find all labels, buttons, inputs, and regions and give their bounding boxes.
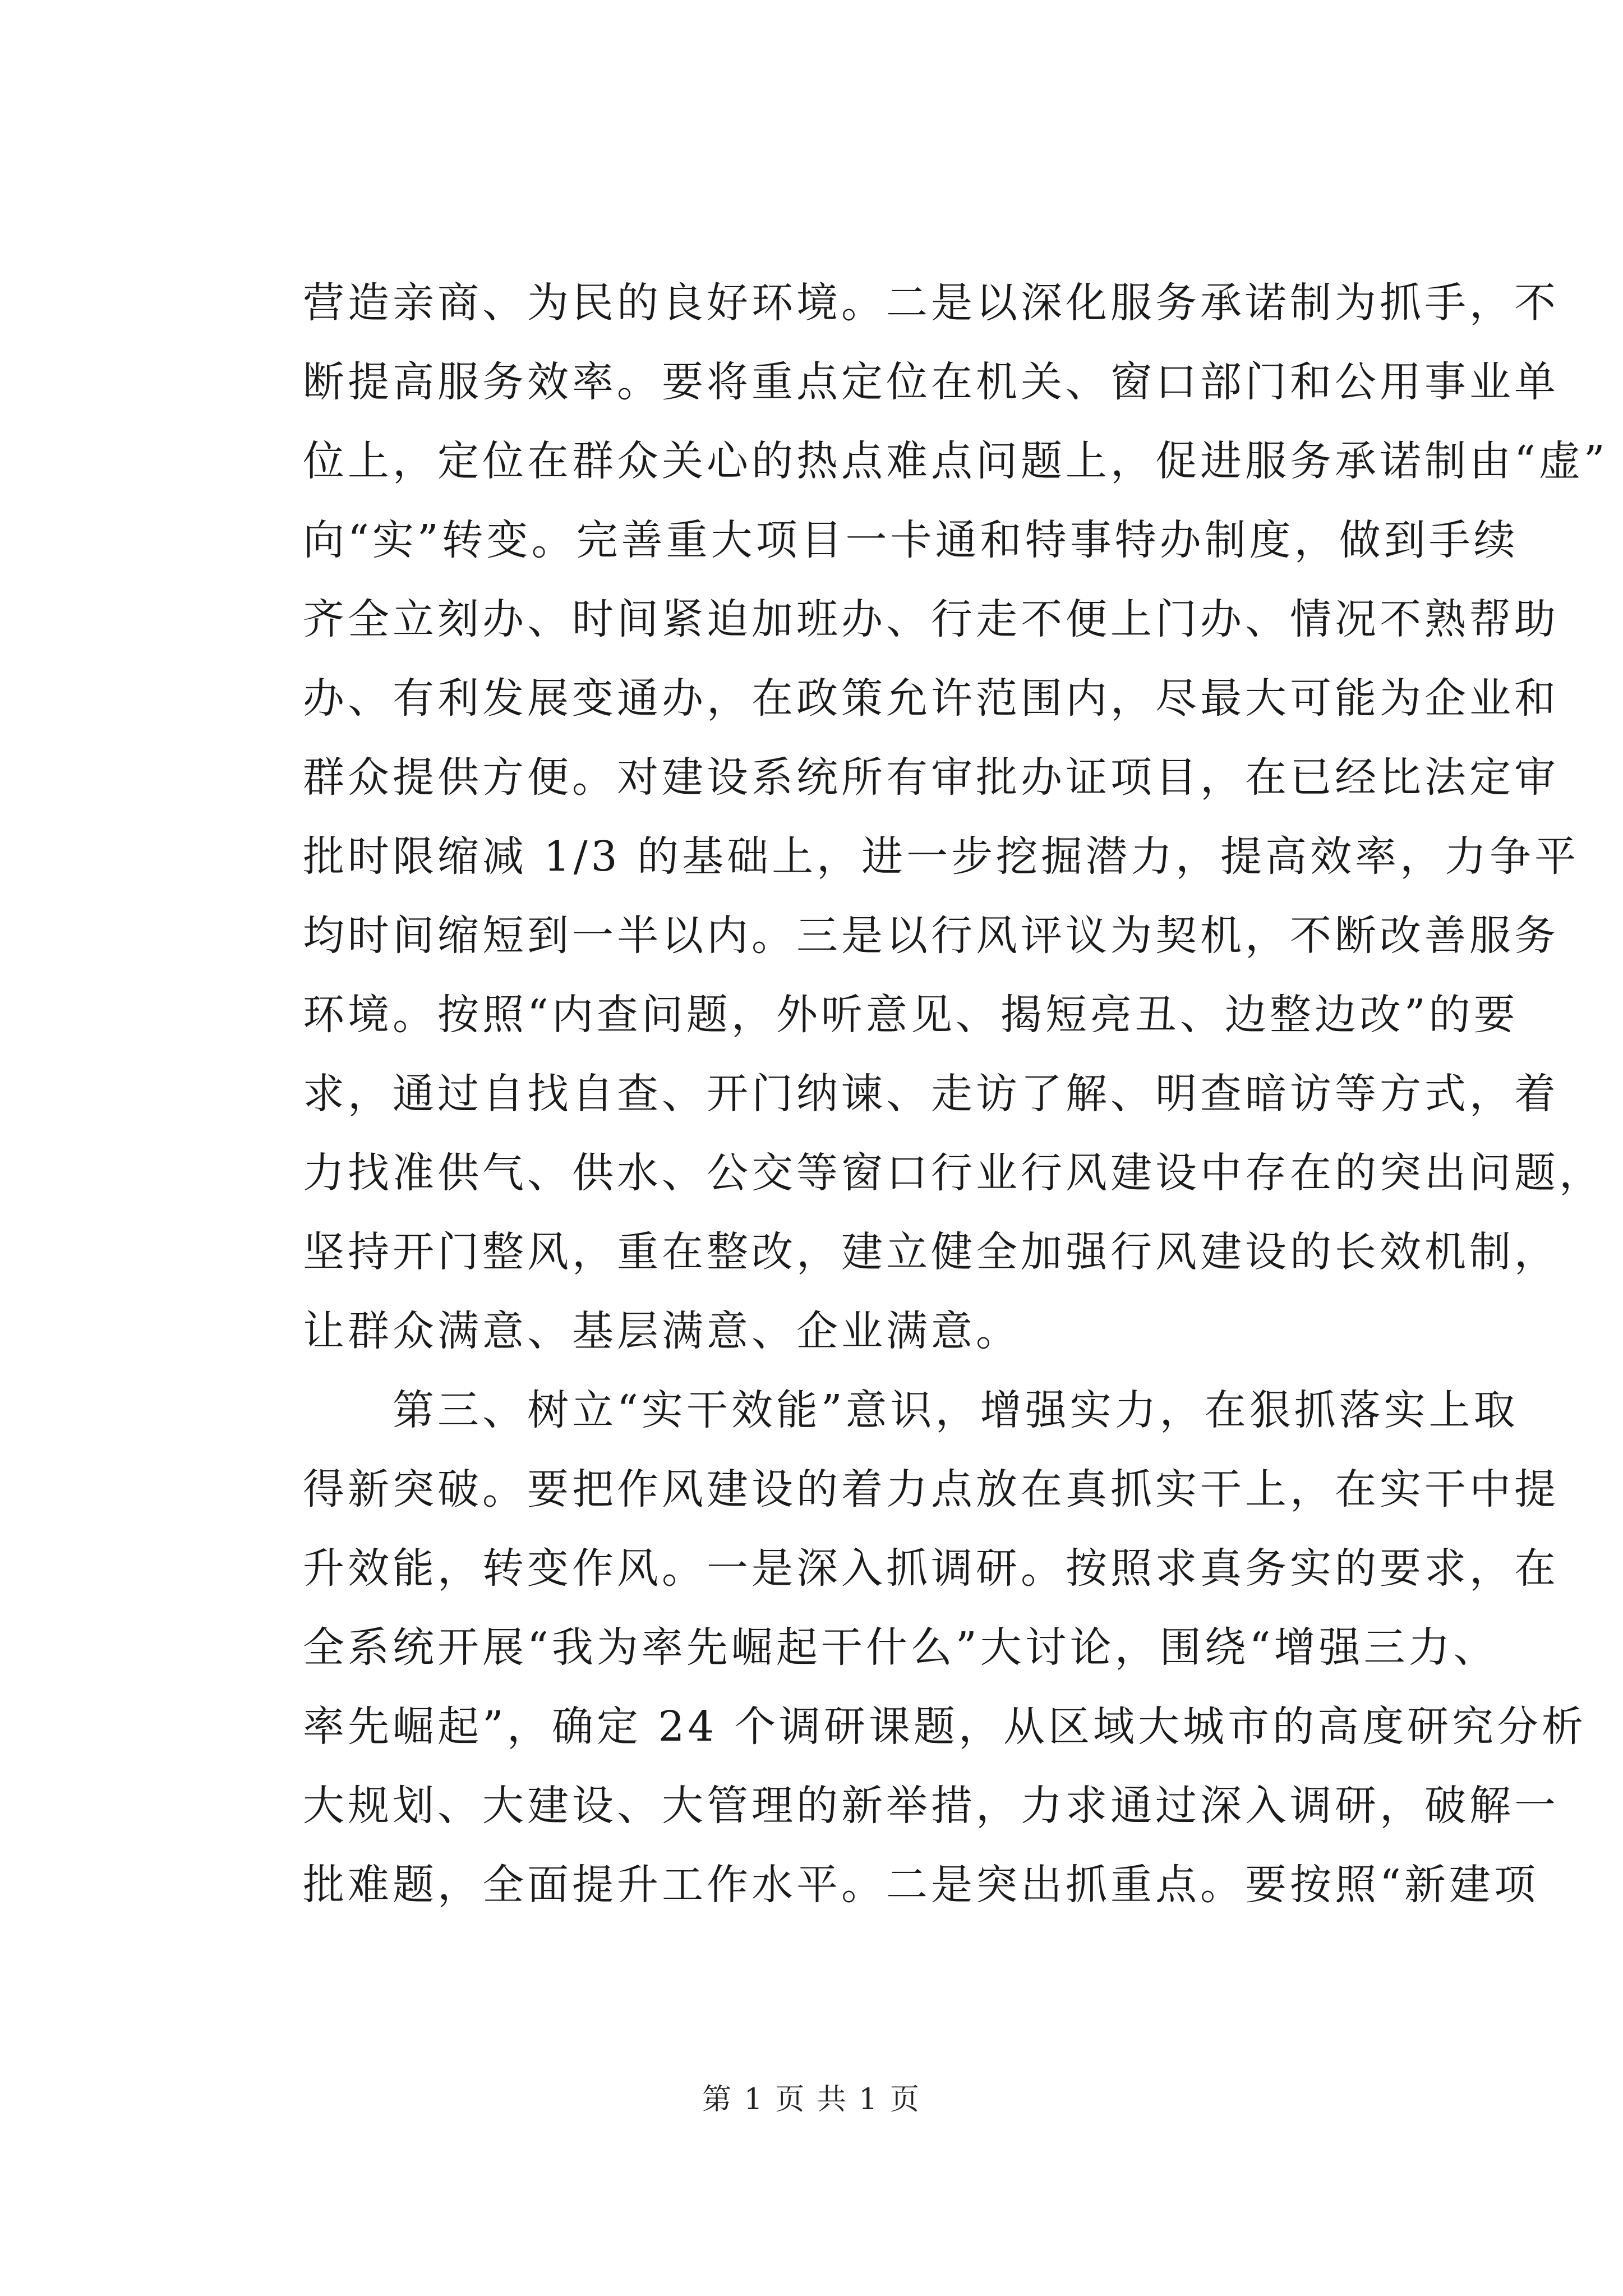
text-line: 得新突破。要把作风建设的着力点放在真抓实干上，在实干中提 [303, 1465, 1559, 1513]
text-line: 大规划、大建设、大管理的新举措，力求通过深入调研，破解一 [303, 1782, 1559, 1830]
text-line: 向“实”转变。完善重大项目一卡通和特事特办制度，做到手续 [303, 516, 1519, 564]
text-line: 批难题，全面提升工作水平。二是突出抓重点。要按照“新建项 [303, 1861, 1539, 1909]
text-line: 力找准供气、供水、公交等窗口行业行风建设中存在的突出问题， [303, 1149, 1604, 1197]
text-line: 批时限缩减 1/3 的基础上，进一步挖掘潜力，提高效率，力争平 [303, 832, 1580, 881]
page-number-footer: 第 1 页 共 1 页 [702, 2083, 921, 2116]
text-line: 断提高服务效率。要将重点定位在机关、窗口部门和公用事业单 [303, 358, 1559, 406]
text-line: 营造亲商、为民的良好环境。二是以深化服务承诺制为抓手，不 [303, 279, 1559, 327]
text-line: 第三、树立“实干效能”意识，增强实力，在狠抓落实上取 [303, 1386, 1519, 1434]
text-line: 升效能，转变作风。一是深入抓调研。按照求真务实的要求，在 [303, 1544, 1559, 1593]
text-line: 群众提供方便。对建设系统所有审批办证项目，在已经比法定审 [303, 753, 1559, 802]
text-line: 均时间缩短到一半以内。三是以行风评议为契机，不断改善服务 [303, 912, 1559, 960]
text-line: 位上，定位在群众关心的热点难点问题上，促进服务承诺制由“虚” [303, 437, 1608, 485]
text-line: 让群众满意、基层满意、企业满意。 [303, 1307, 1021, 1355]
body-text [303, 264, 1608, 1925]
text-line: 环境。按照“内查问题，外听意见、揭短亮丑、边整边改”的要 [303, 991, 1519, 1039]
text-line: 坚持开门整风，重在整改，建立健全加强行风建设的长效机制， [303, 1228, 1559, 1276]
text-line: 求，通过自找自查、开门纳谏、走访了解、明查暗访等方式，着 [303, 1070, 1559, 1118]
text-line: 齐全立刻办、时间紧迫加班办、行走不便上门办、情况不熟帮助 [303, 595, 1559, 643]
text-line: 率先崛起”，确定 24 个调研课题，从区域大城市的高度研究分析 [303, 1703, 1587, 1751]
text-line: 全系统开展“我为率先崛起干什么”大讨论，围绕“增强三力、 [303, 1623, 1498, 1672]
text-line: 办、有利发展变通办，在政策允许范围内，尽最大可能为企业和 [303, 674, 1559, 723]
